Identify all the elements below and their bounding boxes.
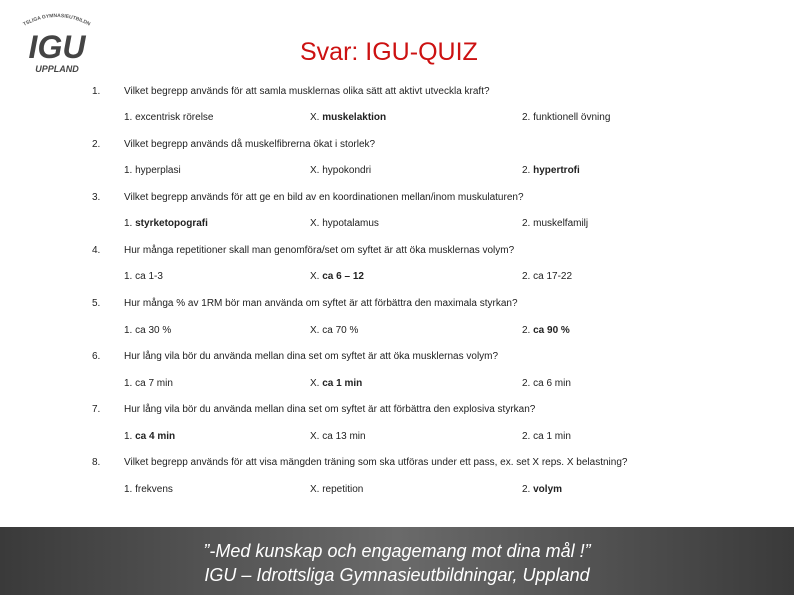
footer-banner — [0, 527, 794, 595]
question-number: 2. — [92, 139, 101, 150]
option-1: 1. ca 7 min — [124, 378, 173, 389]
question-text: Hur lång vila bör du använda mellan dina set om syftet är att öka musklernas volym? — [124, 351, 499, 362]
option-2: 2. ca 1 min — [522, 431, 571, 442]
question-text: Hur lång vila bör du använda mellan dina set om syftet är att förbättra den explosiva styrkan? — [124, 404, 536, 415]
igu-logo — [14, 10, 100, 76]
svg-text:IDROTTSLIGA GYMNASIEUTBILDNING — [14, 10, 92, 28]
option-1: 1. ca 30 % — [124, 325, 172, 336]
footer-organization: IGU – Idrottsliga Gymnasieutbildningar, Uppland — [204, 565, 590, 585]
correct-answer: ca 1 min — [322, 378, 363, 389]
correct-answer: muskelaktion — [322, 112, 387, 123]
option-x: X. hypokondri — [310, 165, 372, 176]
footer-slogan: ”-Med kunskap och engagemang mot dina mål !” — [203, 541, 591, 561]
option-1: 1. ca 1-3 — [124, 271, 163, 282]
option-1: 1. excentrisk rörelse — [124, 112, 214, 123]
logo-bottom: UPPLAND — [35, 64, 79, 74]
question-number: 6. — [92, 351, 101, 362]
option-x: X. repetition — [310, 484, 364, 495]
question-number: 1. — [92, 86, 101, 97]
option-2: 2. muskelfamilj — [522, 218, 589, 229]
option-2: 2. volym — [522, 484, 563, 495]
correct-answer: ca 90 % — [533, 325, 570, 336]
option-1: 1. styrketopografi — [124, 218, 208, 229]
page-title: Svar: IGU-QUIZ — [300, 38, 478, 66]
question-text: Hur många repetitioner skall man genomföra/set om syftet är att öka musklernas volym? — [124, 245, 515, 256]
option-2: 2. ca 17-22 — [522, 271, 573, 282]
option-x: X. hypotalamus — [310, 218, 379, 229]
question-text: Vilket begrepp används för att samla musklernas olika sätt att aktivt utveckla kraft? — [124, 86, 490, 97]
logo-main: IGU — [28, 29, 86, 65]
question-text: Vilket begrepp används för att ge en bild av en koordinationen mellan/inom muskulaturen? — [124, 192, 524, 203]
logo-arc-text: TSLIGA GYMNASIEUTBILDN — [22, 12, 92, 28]
correct-answer: volym — [533, 484, 563, 495]
option-1: 1. hyperplasi — [124, 165, 181, 176]
question-text: Hur många % av 1RM bör man använda om syftet är att förbättra den maximala styrkan? — [124, 298, 518, 309]
option-1: 1. ca 4 min — [124, 431, 176, 442]
option-2: 2. ca 90 % — [522, 325, 570, 336]
correct-answer: styrketopografi — [135, 218, 208, 229]
question-number: 3. — [92, 192, 101, 203]
option-1: 1. frekvens — [124, 484, 173, 495]
option-x: X. ca 1 min — [310, 378, 363, 389]
option-x: X. muskelaktion — [310, 112, 387, 123]
option-x: X. ca 70 % — [310, 325, 359, 336]
correct-answer: hypertrofi — [533, 165, 580, 176]
question-number: 7. — [92, 404, 101, 415]
question-text: Vilket begrepp används då muskelfibrerna ökat i storlek? — [124, 139, 376, 150]
option-2: 2. hypertrofi — [522, 165, 580, 176]
question-number: 5. — [92, 298, 101, 309]
question-text: Vilket begrepp används för att visa mängden träning som ska utföras under ett pass, ex. set X reps. X belastning? — [124, 457, 628, 468]
option-x: X. ca 6 – 12 — [310, 271, 364, 282]
correct-answer: ca 4 min — [135, 431, 176, 442]
option-x: X. ca 13 min — [310, 431, 366, 442]
option-2: 2. ca 6 min — [522, 378, 571, 389]
option-2: 2. funktionell övning — [522, 112, 611, 123]
question-number: 8. — [92, 457, 101, 468]
question-number: 4. — [92, 245, 101, 256]
correct-answer: ca 6 – 12 — [322, 271, 364, 282]
